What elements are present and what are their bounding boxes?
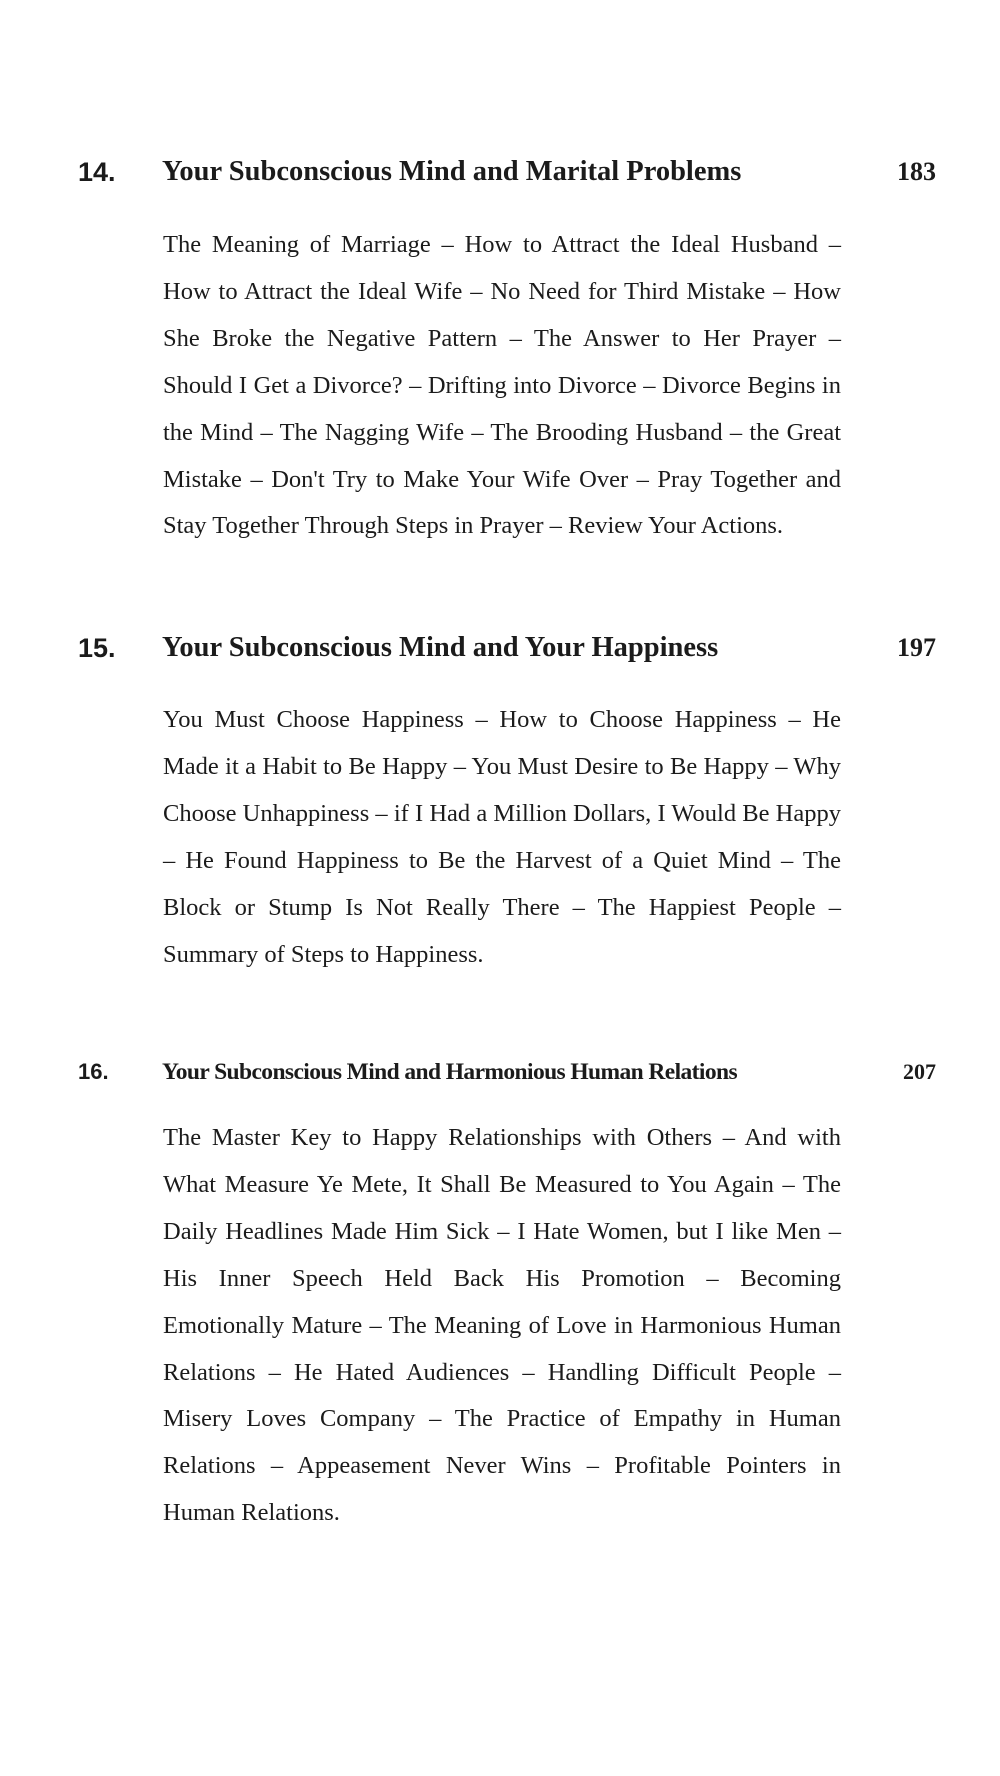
chapter-summary: The Master Key to Happy Relationships with Others – And with What Measure Ye Mete, It Shall Be Measured to You Again – The Daily Headlines Made Him Sick – I Hate Women, but I like Men – His Inner Speech Held Back His Promotion – Becoming Emotionally Mature – The Meaning of Love in Harmonious Human Relations – He Hated Audiences – Handling Difficult People – Misery Loves Company – The Practice of Empathy in Human Relations – Appeasement Never Wins – Profitable Pointers in Human Relations. [163, 1124, 841, 1527]
chapter-heading [0, 626, 1000, 670]
page-number: 183 [897, 157, 936, 186]
chapter-number: 14. [78, 157, 116, 187]
chapter-number: 16. [78, 1059, 109, 1084]
chapter-heading [0, 1050, 1000, 1094]
chapter-title: Your Subconscious Mind and Your Happiness [162, 632, 719, 663]
page-number: 197 [897, 633, 936, 662]
chapter-title: Your Subconscious Mind and Marital Problems [162, 156, 742, 187]
page-number: 207 [903, 1059, 936, 1084]
chapter-title: Your Subconscious Mind and Harmonious Human Relations [162, 1059, 738, 1085]
chapter-summary: You Must Choose Happiness – How to Choose Happiness – He Made it a Habit to Be Happy – You Must Desire to Be Happy – Why Choose Unhappiness – if I Had a Million Dollars, I Would Be Happy – He Found Happiness to Be the Harvest of a Quiet Mind – The Block or Stump Is Not Really There – The Happiest People – Summary of Steps to Happiness. [163, 706, 841, 968]
chapter-heading [0, 150, 1000, 194]
toc-entry-14 [0, 150, 1000, 540]
chapter-number: 15. [78, 633, 116, 663]
toc-entry-16 [0, 1050, 1000, 1527]
toc-entry-15 [0, 626, 1000, 968]
chapter-summary: The Meaning of Marriage – How to Attract the Ideal Husband – How to Attract the Ideal Wife – No Need for Third Mistake – How She Broke the Negative Pattern – The Answer to Her Prayer – Should I Get a Divorce? – Drifting into Divorce – Divorce Begins in the Mind – The Nagging Wife – The Brooding Husband – the Great Mistake – Don't Try to Make Your Wife Over – Pray Together and Stay Together Through Steps in Prayer – Review Your Actions. [163, 231, 841, 540]
